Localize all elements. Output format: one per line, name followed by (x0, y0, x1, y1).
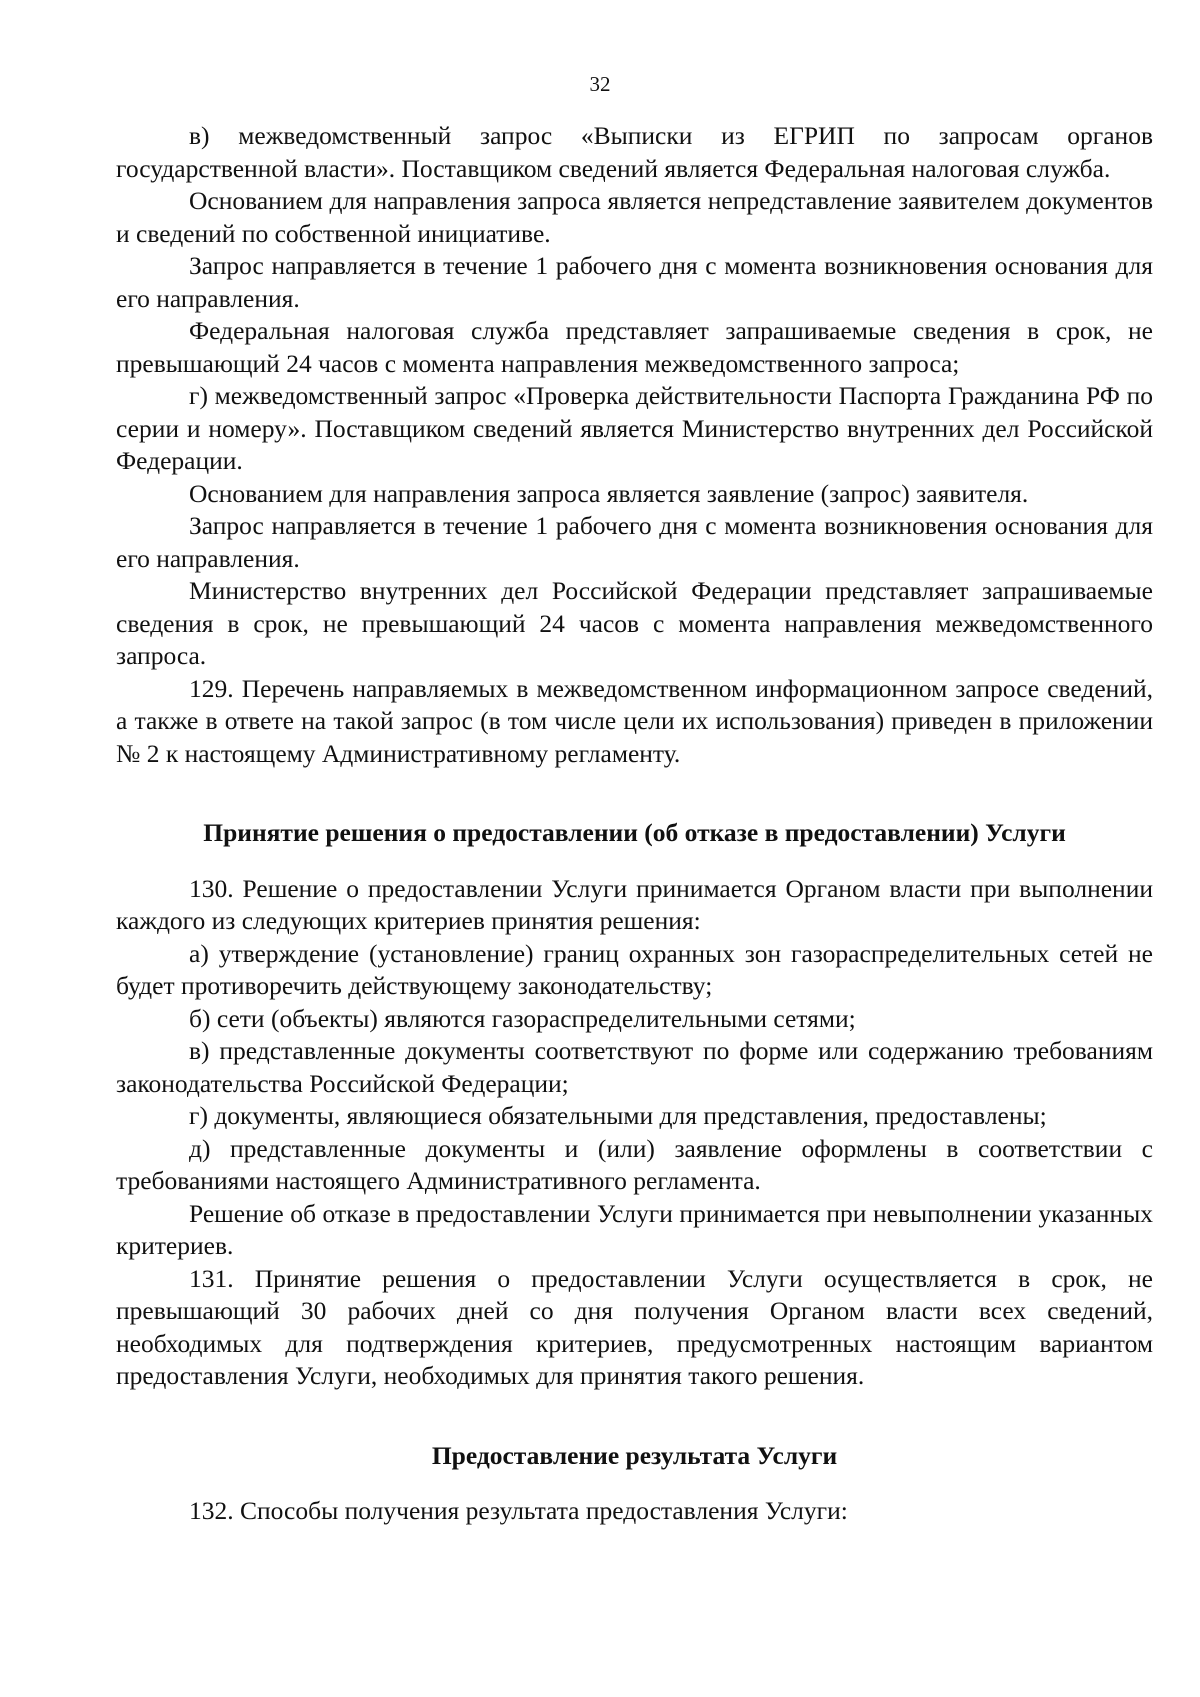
paragraph-fns-response-term: Федеральная налоговая служба представляет запрашиваемые сведения в срок, не превышающий 24 часов с момента направления межведомственного запроса; (116, 316, 1153, 378)
paragraph-refusal-decision: Решение об отказе в предоставлении Услуги принимается при невыполнении указанных критериев. (116, 1198, 1153, 1260)
paragraph-129: 129. Перечень направляемых в межведомственном информационном запросе сведений, а также в ответе на такой запрос (в том числе цели их использования) приведен в приложении № 2 к настоящему Административному регламенту. (116, 673, 1153, 768)
paragraph-request-basis: Основанием для направления запроса является непредставление заявителем документов и сведений по собственной инициативе. (116, 186, 1153, 248)
paragraph-request-timing-2: Запрос направляется в течение 1 рабочего дня с момента возникновения основания для его направления. (116, 511, 1153, 573)
paragraph-request-timing: Запрос направляется в течение 1 рабочего дня с момента возникновения основания для его направления. (116, 251, 1153, 313)
paragraph-request-basis-2: Основанием для направления запроса является заявление (запрос) заявителя. (189, 478, 1029, 508)
paragraph-130: 130. Решение о предоставлении Услуги принимается Органом власти при выполнении каждого из следующих критериев принятия решения: (116, 873, 1153, 935)
paragraph-criterion-b: б) сети (объекты) являются газораспределительными сетями; (189, 1003, 856, 1033)
section-heading-result: Предоставление результата Услуги (431, 1440, 838, 1470)
paragraph-item-v-egrip-request: в) межведомственный запрос «Выписки из ЕГРИП по запросам органов государственной власти». Поставщиком сведений является Федеральная налоговая служба. (116, 121, 1153, 183)
paragraph-criterion-a: а) утверждение (установление) границ охранных зон газораспределительных сетей не будет противоречить действующему законодательству; (116, 938, 1153, 1000)
paragraph-criterion-g: г) документы, являющиеся обязательными для представления, предоставлены; (189, 1101, 1047, 1130)
paragraph-131: 131. Принятие решения о предоставлении Услуги осуществляется в срок, не превышающий 30 рабочих дней со дня получения Органом власти всех сведений, необходимых для подтверждения критериев, предусмотренных настоящим вариантом предоставления Услуги, необходимых для принятия такого решения. (116, 1263, 1153, 1390)
page-number: 32 (589, 72, 611, 96)
paragraph-mvd-response-term: Министерство внутренних дел Российской Федерации представляет запрашиваемые сведения в срок, не превышающий 24 часов с момента направления межведомственного запроса. (116, 576, 1153, 670)
document-body (116, 120, 1153, 1528)
paragraph-criterion-v: в) представленные документы соответствуют по форме или содержанию требованиям законодательства Российской Федерации; (116, 1036, 1153, 1098)
paragraph-item-g-passport-request: г) межведомственный запрос «Проверка действительности Паспорта Гражданина РФ по серии и номеру». Поставщиком сведений является Министерство внутренних дел Российской Федерации. (116, 381, 1153, 475)
paragraph-criterion-d: д) представленные документы и (или) заявление оформлены в соответствии с требованиями настоящего Административного регламента. (116, 1133, 1153, 1195)
section-heading-decision: Принятие решения о предоставлении (об отказе в предоставлении) Услуги (203, 818, 1066, 847)
paragraph-132: 132. Способы получения результата предоставления Услуги: (189, 1496, 848, 1525)
